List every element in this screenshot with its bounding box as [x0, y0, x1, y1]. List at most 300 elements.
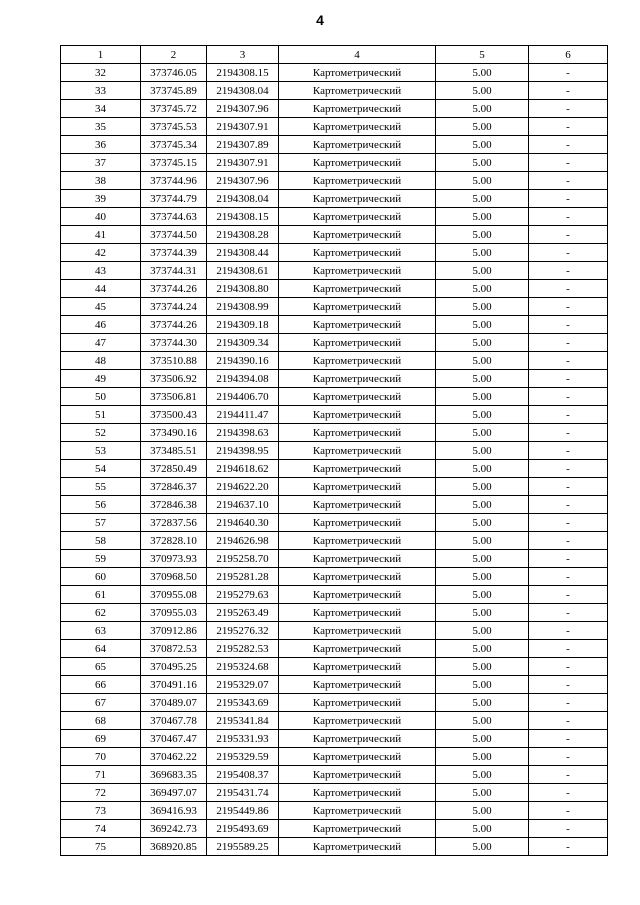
- cell-accuracy: 5.00: [436, 136, 529, 154]
- cell-point-number: 62: [61, 604, 141, 622]
- cell-point-number: 38: [61, 172, 141, 190]
- cell-method: Картометрический: [279, 244, 436, 262]
- cell-method: Картометрический: [279, 496, 436, 514]
- cell-note: -: [529, 460, 608, 478]
- table-row: [61, 82, 608, 100]
- cell-coordinate-y: 2194307.91: [207, 154, 279, 172]
- cell-coordinate-y: 2194309.18: [207, 316, 279, 334]
- cell-method: Картометрический: [279, 352, 436, 370]
- table-row: [61, 478, 608, 496]
- cell-point-number: 54: [61, 460, 141, 478]
- cell-note: -: [529, 586, 608, 604]
- cell-point-number: 59: [61, 550, 141, 568]
- cell-coordinate-y: 2194307.91: [207, 118, 279, 136]
- cell-note: -: [529, 172, 608, 190]
- cell-coordinate-y: 2194308.99: [207, 298, 279, 316]
- cell-point-number: 37: [61, 154, 141, 172]
- cell-method: Картометрический: [279, 190, 436, 208]
- cell-point-number: 52: [61, 424, 141, 442]
- cell-point-number: 60: [61, 568, 141, 586]
- cell-coordinate-x: 370489.07: [141, 694, 207, 712]
- cell-coordinate-x: 373744.26: [141, 316, 207, 334]
- cell-note: -: [529, 442, 608, 460]
- cell-coordinate-x: 373485.51: [141, 442, 207, 460]
- cell-point-number: 68: [61, 712, 141, 730]
- cell-coordinate-y: 2194637.10: [207, 496, 279, 514]
- cell-accuracy: 5.00: [436, 334, 529, 352]
- table-row: [61, 604, 608, 622]
- cell-coordinate-y: 2195329.59: [207, 748, 279, 766]
- cell-point-number: 53: [61, 442, 141, 460]
- table-row: [61, 532, 608, 550]
- cell-note: -: [529, 694, 608, 712]
- cell-coordinate-x: 373745.72: [141, 100, 207, 118]
- table-row: [61, 730, 608, 748]
- table-row: [61, 784, 608, 802]
- cell-method: Картометрический: [279, 694, 436, 712]
- cell-accuracy: 5.00: [436, 730, 529, 748]
- cell-coordinate-y: 2195281.28: [207, 568, 279, 586]
- cell-point-number: 57: [61, 514, 141, 532]
- cell-accuracy: 5.00: [436, 280, 529, 298]
- cell-accuracy: 5.00: [436, 586, 529, 604]
- cell-point-number: 66: [61, 676, 141, 694]
- cell-note: -: [529, 316, 608, 334]
- table-row: [61, 208, 608, 226]
- table-row: [61, 370, 608, 388]
- cell-accuracy: 5.00: [436, 766, 529, 784]
- table-row: [61, 352, 608, 370]
- cell-method: Картометрический: [279, 604, 436, 622]
- table-row: [61, 118, 608, 136]
- cell-coordinate-x: 370495.25: [141, 658, 207, 676]
- table-body: [61, 64, 608, 856]
- cell-accuracy: 5.00: [436, 712, 529, 730]
- cell-point-number: 47: [61, 334, 141, 352]
- cell-note: -: [529, 64, 608, 82]
- cell-point-number: 39: [61, 190, 141, 208]
- cell-method: Картометрический: [279, 406, 436, 424]
- cell-note: -: [529, 424, 608, 442]
- cell-point-number: 43: [61, 262, 141, 280]
- cell-coordinate-x: 373744.79: [141, 190, 207, 208]
- cell-coordinate-y: 2195493.69: [207, 820, 279, 838]
- cell-point-number: 72: [61, 784, 141, 802]
- cell-accuracy: 5.00: [436, 190, 529, 208]
- cell-accuracy: 5.00: [436, 802, 529, 820]
- cell-coordinate-y: 2195589.25: [207, 838, 279, 856]
- cell-coordinate-x: 370467.78: [141, 712, 207, 730]
- cell-method: Картометрический: [279, 262, 436, 280]
- cell-note: -: [529, 496, 608, 514]
- table-row: [61, 244, 608, 262]
- cell-note: -: [529, 352, 608, 370]
- cell-accuracy: 5.00: [436, 118, 529, 136]
- cell-coordinate-y: 2195329.07: [207, 676, 279, 694]
- cell-note: -: [529, 262, 608, 280]
- cell-coordinate-y: 2195343.69: [207, 694, 279, 712]
- table-row: [61, 172, 608, 190]
- cell-coordinate-y: 2194398.63: [207, 424, 279, 442]
- table-row: [61, 280, 608, 298]
- cell-accuracy: 5.00: [436, 694, 529, 712]
- cell-note: -: [529, 100, 608, 118]
- cell-coordinate-x: 369683.35: [141, 766, 207, 784]
- table-row: [61, 460, 608, 478]
- cell-note: -: [529, 478, 608, 496]
- cell-accuracy: 5.00: [436, 370, 529, 388]
- cell-coordinate-x: 373744.24: [141, 298, 207, 316]
- table-row: [61, 424, 608, 442]
- cell-note: -: [529, 622, 608, 640]
- cell-note: -: [529, 226, 608, 244]
- cell-accuracy: 5.00: [436, 406, 529, 424]
- cell-coordinate-y: 2194394.08: [207, 370, 279, 388]
- cell-coordinate-y: 2195276.32: [207, 622, 279, 640]
- cell-method: Картометрический: [279, 82, 436, 100]
- cell-method: Картометрический: [279, 478, 436, 496]
- cell-coordinate-y: 2195431.74: [207, 784, 279, 802]
- cell-accuracy: 5.00: [436, 478, 529, 496]
- table-header: [61, 46, 608, 64]
- cell-coordinate-y: 2194640.30: [207, 514, 279, 532]
- cell-accuracy: 5.00: [436, 316, 529, 334]
- cell-coordinate-y: 2194307.96: [207, 172, 279, 190]
- page-number: 4: [316, 12, 324, 28]
- cell-coordinate-x: 370462.22: [141, 748, 207, 766]
- table-row: [61, 100, 608, 118]
- cell-method: Картометрический: [279, 280, 436, 298]
- cell-method: Картометрический: [279, 820, 436, 838]
- cell-note: -: [529, 118, 608, 136]
- cell-coordinate-x: 372846.37: [141, 478, 207, 496]
- cell-accuracy: 5.00: [436, 262, 529, 280]
- cell-coordinate-y: 2195282.53: [207, 640, 279, 658]
- cell-note: -: [529, 280, 608, 298]
- cell-note: -: [529, 730, 608, 748]
- cell-note: -: [529, 802, 608, 820]
- table-row: [61, 64, 608, 82]
- cell-coordinate-y: 2195279.63: [207, 586, 279, 604]
- cell-coordinate-x: 370491.16: [141, 676, 207, 694]
- cell-point-number: 56: [61, 496, 141, 514]
- cell-accuracy: 5.00: [436, 154, 529, 172]
- cell-accuracy: 5.00: [436, 298, 529, 316]
- cell-coordinate-y: 2194618.62: [207, 460, 279, 478]
- cell-accuracy: 5.00: [436, 388, 529, 406]
- cell-accuracy: 5.00: [436, 532, 529, 550]
- cell-coordinate-x: 370955.03: [141, 604, 207, 622]
- table-row: [61, 838, 608, 856]
- cell-accuracy: 5.00: [436, 676, 529, 694]
- cell-note: -: [529, 514, 608, 532]
- cell-coordinate-y: 2194308.61: [207, 262, 279, 280]
- cell-note: -: [529, 658, 608, 676]
- cell-coordinate-x: 373744.96: [141, 172, 207, 190]
- cell-accuracy: 5.00: [436, 640, 529, 658]
- cell-point-number: 73: [61, 802, 141, 820]
- table-row: [61, 334, 608, 352]
- cell-method: Картометрический: [279, 712, 436, 730]
- table-row: [61, 550, 608, 568]
- cell-point-number: 74: [61, 820, 141, 838]
- cell-coordinate-x: 373490.16: [141, 424, 207, 442]
- cell-coordinate-y: 2194308.04: [207, 190, 279, 208]
- cell-coordinate-x: 369497.07: [141, 784, 207, 802]
- table-row: [61, 712, 608, 730]
- table-row: [61, 748, 608, 766]
- cell-coordinate-x: 373744.50: [141, 226, 207, 244]
- cell-coordinate-x: 370968.50: [141, 568, 207, 586]
- cell-coordinate-y: 2195331.93: [207, 730, 279, 748]
- cell-note: -: [529, 784, 608, 802]
- cell-method: Картометрический: [279, 118, 436, 136]
- column-header-5: 5: [436, 46, 529, 64]
- cell-point-number: 67: [61, 694, 141, 712]
- cell-point-number: 55: [61, 478, 141, 496]
- cell-point-number: 32: [61, 64, 141, 82]
- cell-method: Картометрический: [279, 100, 436, 118]
- cell-method: Картометрический: [279, 64, 436, 82]
- table-row: [61, 226, 608, 244]
- table-row: [61, 622, 608, 640]
- cell-point-number: 63: [61, 622, 141, 640]
- table-row: [61, 802, 608, 820]
- cell-coordinate-x: 372828.10: [141, 532, 207, 550]
- cell-coordinate-x: 368920.85: [141, 838, 207, 856]
- cell-coordinate-x: 370872.53: [141, 640, 207, 658]
- cell-method: Картометрический: [279, 658, 436, 676]
- cell-coordinate-y: 2194309.34: [207, 334, 279, 352]
- cell-point-number: 65: [61, 658, 141, 676]
- table-row: [61, 766, 608, 784]
- header-row: [61, 46, 608, 64]
- cell-method: Картометрический: [279, 730, 436, 748]
- table-row: [61, 154, 608, 172]
- cell-method: Картометрический: [279, 208, 436, 226]
- cell-note: -: [529, 244, 608, 262]
- cell-coordinate-y: 2194622.20: [207, 478, 279, 496]
- cell-point-number: 36: [61, 136, 141, 154]
- cell-coordinate-y: 2194398.95: [207, 442, 279, 460]
- cell-accuracy: 5.00: [436, 244, 529, 262]
- cell-accuracy: 5.00: [436, 514, 529, 532]
- cell-point-number: 35: [61, 118, 141, 136]
- cell-method: Картометрический: [279, 640, 436, 658]
- cell-coordinate-x: 373500.43: [141, 406, 207, 424]
- cell-note: -: [529, 334, 608, 352]
- cell-accuracy: 5.00: [436, 352, 529, 370]
- cell-coordinate-x: 369416.93: [141, 802, 207, 820]
- table-row: [61, 316, 608, 334]
- cell-point-number: 40: [61, 208, 141, 226]
- cell-method: Картометрический: [279, 838, 436, 856]
- cell-point-number: 44: [61, 280, 141, 298]
- cell-method: Картометрический: [279, 532, 436, 550]
- cell-point-number: 34: [61, 100, 141, 118]
- cell-note: -: [529, 550, 608, 568]
- cell-accuracy: 5.00: [436, 658, 529, 676]
- cell-coordinate-x: 372846.38: [141, 496, 207, 514]
- cell-method: Картометрический: [279, 334, 436, 352]
- cell-note: -: [529, 838, 608, 856]
- cell-note: -: [529, 748, 608, 766]
- table-row: [61, 658, 608, 676]
- cell-note: -: [529, 298, 608, 316]
- cell-coordinate-x: 373745.15: [141, 154, 207, 172]
- cell-point-number: 41: [61, 226, 141, 244]
- cell-point-number: 46: [61, 316, 141, 334]
- cell-method: Картометрический: [279, 136, 436, 154]
- table-row: [61, 442, 608, 460]
- cell-point-number: 71: [61, 766, 141, 784]
- cell-coordinate-y: 2194411.47: [207, 406, 279, 424]
- cell-method: Картометрический: [279, 424, 436, 442]
- table-row: [61, 820, 608, 838]
- table-row: [61, 496, 608, 514]
- cell-coordinate-y: 2195263.49: [207, 604, 279, 622]
- cell-coordinate-y: 2194406.70: [207, 388, 279, 406]
- cell-coordinate-x: 370912.86: [141, 622, 207, 640]
- cell-coordinate-x: 373744.39: [141, 244, 207, 262]
- table-row: [61, 298, 608, 316]
- cell-coordinate-x: 372837.56: [141, 514, 207, 532]
- cell-coordinate-x: 373744.63: [141, 208, 207, 226]
- cell-coordinate-x: 372850.49: [141, 460, 207, 478]
- cell-method: Картометрический: [279, 460, 436, 478]
- cell-accuracy: 5.00: [436, 784, 529, 802]
- cell-accuracy: 5.00: [436, 496, 529, 514]
- cell-coordinate-x: 369242.73: [141, 820, 207, 838]
- table-row: [61, 388, 608, 406]
- cell-method: Картометрический: [279, 442, 436, 460]
- cell-coordinate-y: 2194308.15: [207, 208, 279, 226]
- cell-accuracy: 5.00: [436, 838, 529, 856]
- cell-method: Картометрический: [279, 802, 436, 820]
- cell-method: Картометрический: [279, 622, 436, 640]
- cell-method: Картометрический: [279, 154, 436, 172]
- cell-point-number: 51: [61, 406, 141, 424]
- cell-coordinate-x: 370973.93: [141, 550, 207, 568]
- cell-note: -: [529, 712, 608, 730]
- cell-accuracy: 5.00: [436, 604, 529, 622]
- cell-coordinate-y: 2194626.98: [207, 532, 279, 550]
- cell-method: Картометрический: [279, 388, 436, 406]
- column-header-6: 6: [529, 46, 608, 64]
- cell-note: -: [529, 136, 608, 154]
- cell-accuracy: 5.00: [436, 568, 529, 586]
- cell-method: Картометрический: [279, 514, 436, 532]
- cell-point-number: 50: [61, 388, 141, 406]
- cell-method: Картометрический: [279, 226, 436, 244]
- cell-method: Картометрический: [279, 568, 436, 586]
- cell-coordinate-y: 2194307.89: [207, 136, 279, 154]
- cell-note: -: [529, 532, 608, 550]
- cell-point-number: 69: [61, 730, 141, 748]
- table-row: [61, 568, 608, 586]
- cell-note: -: [529, 82, 608, 100]
- cell-coordinate-x: 370955.08: [141, 586, 207, 604]
- cell-coordinate-x: 373510.88: [141, 352, 207, 370]
- cell-point-number: 49: [61, 370, 141, 388]
- cell-coordinate-y: 2195408.37: [207, 766, 279, 784]
- cell-coordinate-y: 2194390.16: [207, 352, 279, 370]
- cell-coordinate-y: 2195449.86: [207, 802, 279, 820]
- table-row: [61, 676, 608, 694]
- cell-method: Картометрический: [279, 766, 436, 784]
- cell-point-number: 48: [61, 352, 141, 370]
- cell-note: -: [529, 370, 608, 388]
- cell-coordinate-y: 2194308.80: [207, 280, 279, 298]
- cell-method: Картометрический: [279, 676, 436, 694]
- column-header-3: 3: [207, 46, 279, 64]
- cell-accuracy: 5.00: [436, 82, 529, 100]
- cell-accuracy: 5.00: [436, 442, 529, 460]
- cell-point-number: 70: [61, 748, 141, 766]
- cell-coordinate-y: 2195258.70: [207, 550, 279, 568]
- cell-note: -: [529, 604, 608, 622]
- cell-accuracy: 5.00: [436, 424, 529, 442]
- cell-method: Картометрический: [279, 550, 436, 568]
- cell-coordinate-y: 2195341.84: [207, 712, 279, 730]
- cell-point-number: 58: [61, 532, 141, 550]
- cell-coordinate-x: 373746.05: [141, 64, 207, 82]
- cell-accuracy: 5.00: [436, 172, 529, 190]
- cell-coordinate-x: 373506.81: [141, 388, 207, 406]
- cell-accuracy: 5.00: [436, 820, 529, 838]
- cell-note: -: [529, 406, 608, 424]
- cell-accuracy: 5.00: [436, 748, 529, 766]
- cell-note: -: [529, 766, 608, 784]
- cell-coordinate-y: 2194308.28: [207, 226, 279, 244]
- table-row: [61, 514, 608, 532]
- cell-note: -: [529, 190, 608, 208]
- cell-point-number: 64: [61, 640, 141, 658]
- cell-accuracy: 5.00: [436, 64, 529, 82]
- cell-point-number: 61: [61, 586, 141, 604]
- cell-coordinate-x: 373744.30: [141, 334, 207, 352]
- cell-method: Картометрический: [279, 370, 436, 388]
- table-row: [61, 640, 608, 658]
- cell-note: -: [529, 820, 608, 838]
- cell-note: -: [529, 388, 608, 406]
- cell-coordinate-x: 373745.53: [141, 118, 207, 136]
- table-row: [61, 136, 608, 154]
- cell-coordinate-x: 370467.47: [141, 730, 207, 748]
- table-row: [61, 406, 608, 424]
- cell-coordinate-x: 373745.34: [141, 136, 207, 154]
- cell-accuracy: 5.00: [436, 460, 529, 478]
- table-row: [61, 586, 608, 604]
- cell-coordinate-y: 2194308.44: [207, 244, 279, 262]
- cell-coordinate-x: 373745.89: [141, 82, 207, 100]
- cell-note: -: [529, 568, 608, 586]
- column-header-1: 1: [61, 46, 141, 64]
- cell-method: Картометрический: [279, 784, 436, 802]
- cell-method: Картометрический: [279, 586, 436, 604]
- cell-method: Картометрический: [279, 748, 436, 766]
- cell-method: Картометрический: [279, 298, 436, 316]
- cell-note: -: [529, 640, 608, 658]
- cell-point-number: 42: [61, 244, 141, 262]
- cell-coordinate-y: 2194308.04: [207, 82, 279, 100]
- cell-coordinate-y: 2194307.96: [207, 100, 279, 118]
- cell-coordinate-x: 373506.92: [141, 370, 207, 388]
- cell-note: -: [529, 676, 608, 694]
- table-row: [61, 694, 608, 712]
- cell-point-number: 33: [61, 82, 141, 100]
- cell-accuracy: 5.00: [436, 226, 529, 244]
